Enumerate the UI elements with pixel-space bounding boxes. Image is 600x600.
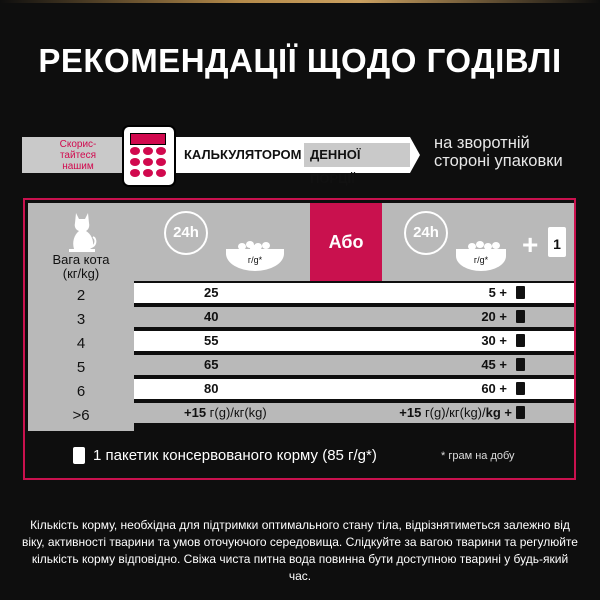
wet-value: 30 + [481,333,507,348]
banner-gray-box [22,137,134,173]
weight-2: 2 [76,287,86,304]
wet-value [386,405,512,420]
feeding-note [20,517,580,585]
wet-prefix: +15 [399,405,425,420]
dry-value [184,405,267,420]
dry-value: 55 [204,333,219,348]
dry-value: 40 [204,309,219,324]
weight-label-2: (кг/kg) [62,266,100,281]
weight-label [28,253,134,281]
banner-arrow-icon [410,137,420,173]
table-row [134,307,574,327]
bowl-label: г/g* [473,255,489,265]
calculator-word: КАЛЬКУЛЯТОРОМ [184,147,302,162]
pouch-count: 1 [553,236,561,252]
pouch-icon [73,447,85,464]
footer-note: * грам на добу [441,450,515,462]
mixed-food-header [382,203,574,281]
banner-text-3: нашим [62,161,94,172]
pouch-icon [516,286,525,299]
table-row [134,403,574,423]
dry-unit: г(g)/кг(kg) [209,405,267,420]
banner-white-box [172,137,410,186]
banner-side-text [434,134,563,170]
clock-icon [164,211,208,255]
plus-icon: + [522,229,539,260]
wet-unit: г(g)/кг(kg)/ [424,405,486,420]
clock-label: 24h [173,224,199,241]
weight-column [28,203,134,431]
weight-6: 6 [76,383,86,400]
or-label: Або [310,203,382,281]
note-line-1: Кількість корму, необхідна для підтримки оптимального стану тіла, відрізнятиметься залежно від [30,518,570,532]
weight-5: 5 [76,359,86,376]
footer-pouch-text: 1 пакетик консервованого корму (85 г/g*) [93,447,377,464]
side-line-2: стороні упаковки [434,152,563,170]
note-line-2: віку, активності тварини та умов оточуючого середовища. Слідкуйте за вагою тварини та регулюйте [22,535,578,549]
page-title: РЕКОМЕНДАЦІЇ ЩОДО ГОДІВЛІ [38,42,562,79]
table-footer [25,439,574,477]
feeding-table [23,198,576,480]
banner-text-2: тайтеся [59,150,97,161]
weight-3: 3 [76,311,86,328]
banner-text-1: Скорис- [59,139,97,150]
wet-value: 20 + [481,309,507,324]
wet-value: 45 + [481,357,507,372]
calculator-banner [22,125,592,185]
wet-bold: kg [485,405,501,420]
weight-label-1: Вага кота [52,252,110,267]
side-line-1: на зворотній [434,134,530,152]
weight-4: 4 [76,335,86,352]
pouch-icon [516,358,525,371]
note-line-3: кількість корму відповідно. Свіжа чиста питна вода повинна бути доступною тварині у будь-який час. [31,552,569,583]
weight-over-6: >6 [72,407,90,424]
wet-value: 60 + [481,381,507,396]
dry-value: 65 [204,357,219,372]
table-row [134,379,574,399]
portion-word: ДЕННОЇ ПОРЦІЇ [304,143,410,167]
pouch-icon [516,334,525,347]
wet-plus: + [500,405,512,420]
cat-icon [66,209,98,253]
pouch-icon [548,227,566,257]
pouch-icon [516,406,525,419]
calculator-icon [122,125,176,187]
gold-divider [0,0,600,3]
wet-value: 5 + [488,285,507,300]
dry-value: 80 [204,381,219,396]
dry-food-header [134,203,310,281]
bowl-icon [226,249,284,271]
table-row [134,331,574,351]
dry-value: 25 [204,285,219,300]
pouch-icon [516,382,525,395]
bowl-label: г/g* [247,255,263,265]
table-row [134,355,574,375]
clock-label: 24h [413,224,439,241]
clock-icon [404,211,448,255]
table-row [134,283,574,303]
pouch-icon [516,310,525,323]
dry-prefix: +15 [184,405,210,420]
bowl-icon [456,249,506,271]
